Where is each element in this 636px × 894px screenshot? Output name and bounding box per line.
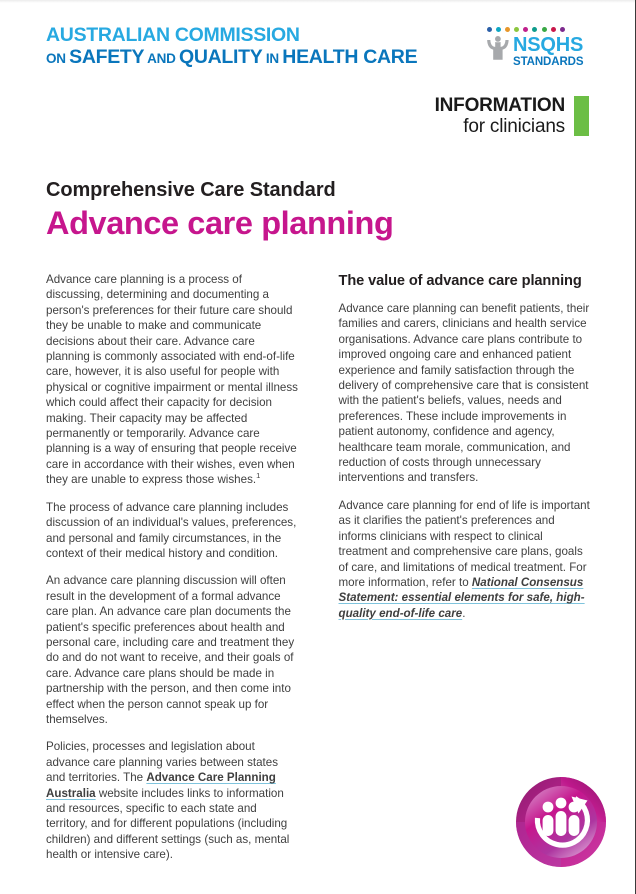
information-banner bbox=[435, 96, 589, 136]
wordmark-word-quality: QUALITY bbox=[178, 45, 263, 68]
advance-care-planning-australia-link[interactable]: Advance Care Planning Australia bbox=[46, 771, 276, 800]
nsqhs-dot-5 bbox=[523, 27, 528, 32]
nsqhs-logo-sub-text: STANDARDS bbox=[513, 55, 584, 68]
nsqhs-dot-row-icon bbox=[487, 27, 565, 32]
information-banner-line2: for clinicians bbox=[463, 116, 565, 137]
wordmark-word-and: AND bbox=[144, 50, 179, 66]
left-paragraph-4-after: website includes links to information and resources, specific to each state and territory, and for different populations (including children) and different settings (such as, mental health or intensive care). bbox=[46, 786, 290, 862]
wordmark-word-safety: SAFETY bbox=[69, 45, 145, 68]
nsqhs-logo-main-text: NSQHS bbox=[513, 34, 584, 56]
left-paragraph-4 bbox=[46, 739, 299, 862]
left-paragraph-1-text: Advance care planning is a process of discussing, determining and documenting a person's preferences for their future care should they be unable to make and communicate decisions about their care. Advance care planning is commonly associated with end-of-life care, however, it is also useful for people with physical or cognitive impairment or mental illness which could affect their capacity for decision making. Their capacity may be affected permanently or temporarily. Advance care planning is a way of ensuring that people receive care in accordance with their wishes, even when they are unable to express those wishes. bbox=[46, 273, 298, 487]
right-column-heading: The value of advance care planning bbox=[338, 273, 582, 289]
right-paragraph-2 bbox=[339, 498, 592, 621]
nsqhs-dot-2 bbox=[496, 27, 501, 32]
right-paragraph-2-before: Advance care planning for end of life is important as it clarifies the patient's preferences and informs clinicians with respect to clinical treatment and comprehensive care plans, goals of care, and limitations of medical treatment. For more information, refer to bbox=[338, 498, 590, 589]
nsqhs-dot-1 bbox=[487, 27, 492, 32]
nsqhs-dot-6 bbox=[532, 27, 537, 32]
wordmark-word-in: IN bbox=[262, 50, 283, 66]
left-paragraph-1 bbox=[46, 272, 299, 488]
wordmark-word-healthcare: HEALTH CARE bbox=[282, 45, 418, 68]
acsqhc-wordmark-line2 bbox=[46, 45, 418, 68]
right-paragraph-1: Advance care planning can benefit patients, their families and carers, clinicians and health service organisations. Advance care plans contribute to improved ongoing care and enhanced patient experience and family satisfaction through the delivery of comprehensive care that is consistent with the patient's beliefs, values, needs and preferences. These include improvements in patient autonomy, confidence and agency, healthcare team morale, communication, and reduction of costs through unnecessary interventions and transfers. bbox=[338, 302, 590, 485]
document-title: Advance care planning bbox=[46, 205, 394, 241]
acsqhc-wordmark bbox=[46, 26, 417, 67]
page-header bbox=[46, 26, 589, 76]
title-block bbox=[46, 178, 393, 243]
right-paragraph-2-after: . bbox=[462, 606, 466, 620]
nsqhs-person-icon bbox=[485, 36, 511, 62]
footnote-marker: 1 bbox=[256, 471, 261, 481]
information-banner-accent-bar bbox=[574, 96, 589, 136]
acsqhc-wordmark-line1: AUSTRALIAN COMMISSION bbox=[46, 24, 300, 46]
national-consensus-statement-link[interactable]: National Consensus Statement: essential elements for safe, high-quality end-of-life care bbox=[338, 575, 585, 620]
information-banner-line1: INFORMATION bbox=[434, 95, 565, 116]
nsqhs-dot-7 bbox=[542, 27, 547, 32]
left-column bbox=[46, 272, 299, 863]
left-paragraph-4-before: Policies, processes and legislation about advance care planning varies between states and territories. The bbox=[46, 740, 279, 785]
nsqhs-logo-text bbox=[513, 35, 583, 68]
nsqhs-dot-9 bbox=[560, 27, 565, 32]
nsqhs-dot-3 bbox=[505, 27, 510, 32]
left-paragraph-2: The process of advance care planning includes discussion of an individual's values, preferences, and personal and family circumstances, in the context of their medical history and condition. bbox=[46, 500, 297, 560]
standard-title: Comprehensive Care Standard bbox=[46, 179, 336, 201]
page-top-edge bbox=[0, 0, 636, 3]
comprehensive-care-standard-icon bbox=[511, 772, 611, 872]
wordmark-word-on: ON bbox=[46, 50, 70, 66]
left-paragraph-3: An advance care planning discussion will often result in the development of a formal advance care plan. An advance care plan documents the patient's specific preferences about health and personal care, including care and treatment they do and do not want to receive, and their goals of care. Advance care plans should be made in partnership with the person, and then come into effect when the person cannot speak up for themselves. bbox=[46, 574, 295, 726]
nsqhs-standards-logo bbox=[485, 27, 589, 75]
information-banner-text bbox=[435, 96, 574, 136]
body-columns bbox=[46, 272, 591, 863]
nsqhs-dot-4 bbox=[514, 27, 519, 32]
nsqhs-dot-8 bbox=[551, 27, 556, 32]
